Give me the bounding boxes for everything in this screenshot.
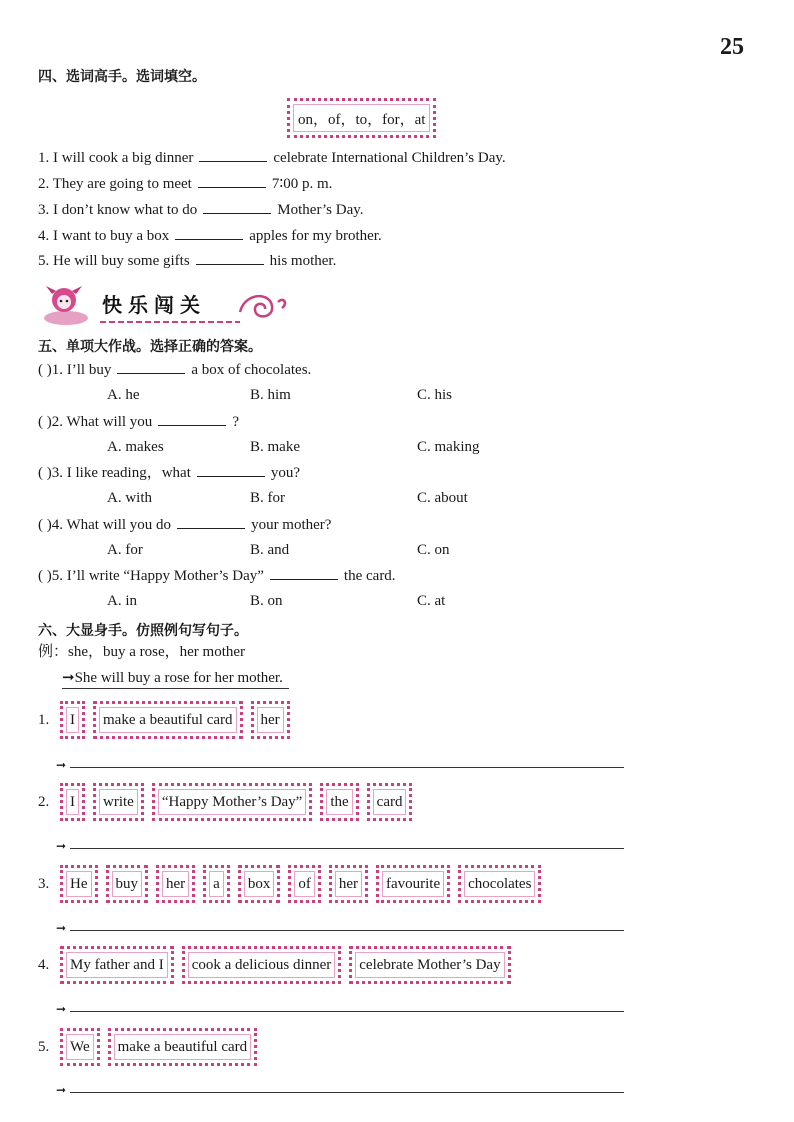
swirl-ornament-icon (240, 296, 285, 316)
happy-challenge-banner (40, 282, 290, 330)
item-number: 3. (38, 202, 50, 218)
question-line (38, 411, 239, 432)
fill-item-3 (38, 199, 364, 220)
answer-blank[interactable] (198, 173, 266, 188)
option-a[interactable]: A. with (107, 490, 152, 506)
option-b[interactable]: B. for (250, 490, 285, 506)
word-chunk: a (203, 865, 230, 903)
option-b[interactable]: B. and (250, 542, 290, 558)
word-chunk: card (367, 783, 413, 821)
option-a[interactable]: A. makes (107, 439, 164, 455)
arrow-icon: ➞ (56, 921, 67, 935)
word-chunk: I (60, 783, 85, 821)
question-line (38, 462, 300, 483)
option-a[interactable]: A. in (107, 593, 137, 609)
answer-blank (158, 411, 226, 426)
sentence-row-1 (38, 701, 298, 739)
question-after: ? (232, 414, 239, 430)
row-number: 4. (38, 956, 50, 973)
option-c[interactable]: C. about (417, 490, 468, 506)
item-before: I don’t know what to do (53, 202, 198, 218)
answer-line-1[interactable] (56, 752, 624, 772)
answer-paren[interactable]: ( )5. (38, 568, 63, 584)
word-chunk: We (60, 1028, 100, 1066)
option-c[interactable]: C. making (417, 439, 480, 455)
option-b[interactable]: B. on (250, 593, 283, 609)
section5-title: 五、单项大作战。选择正确的答案。 (38, 339, 262, 355)
word-bank: on，of，to，for，at (298, 111, 426, 128)
item-after: celebrate International Children’s Day. (273, 150, 506, 166)
question-after: a box of chocolates. (191, 362, 312, 378)
question-after: the card. (343, 568, 396, 584)
row-number: 2. (38, 793, 50, 810)
option-b[interactable]: B. him (250, 387, 291, 403)
word-chunk: her (251, 701, 290, 739)
option-c[interactable]: C. at (417, 593, 446, 609)
item-before: I will cook a big dinner (53, 150, 194, 166)
word-chunk: “Happy Mother’s Day” (152, 783, 313, 821)
item-after: Mother’s Day. (277, 202, 364, 218)
word-chunk: her (156, 865, 195, 903)
question-before: What will you do (66, 517, 172, 533)
answer-blank[interactable] (199, 147, 267, 162)
fill-item-2 (38, 173, 332, 194)
option-c[interactable]: C. his (417, 387, 453, 403)
sentence-row-5 (38, 1028, 265, 1066)
question-before: I’ll buy (66, 362, 112, 378)
option-a[interactable]: A. for (107, 542, 143, 558)
answer-blank[interactable] (175, 225, 243, 240)
question-line (38, 514, 331, 535)
answer-line-2[interactable] (56, 833, 624, 853)
sentence-row-4 (38, 946, 519, 984)
word-chunk: I (60, 701, 85, 739)
row-number: 5. (38, 1038, 50, 1055)
word-chunk: chocolates (458, 865, 541, 903)
answer-blank (177, 514, 245, 529)
word-chunk: her (329, 865, 368, 903)
question-before: I like reading，what (66, 465, 191, 481)
word-chunk: buy (106, 865, 149, 903)
row-number: 1. (38, 711, 50, 728)
word-chunk: cook a delicious dinner (182, 946, 342, 984)
item-number: 4. (38, 228, 50, 244)
item-number: 5. (38, 253, 50, 269)
arrow-icon: ➞ (56, 1083, 67, 1097)
answer-blank (197, 462, 265, 477)
question-after: you? (270, 465, 301, 481)
item-before: They are going to meet (52, 176, 192, 192)
word-chunk: celebrate Mother’s Day (349, 946, 510, 984)
option-c[interactable]: C. on (417, 542, 450, 558)
answer-blank (270, 565, 338, 580)
answer-line-4[interactable] (56, 996, 624, 1016)
page-number: 25 (720, 34, 744, 60)
section4-title: 四、选词高手。选词填空。 (38, 69, 206, 85)
arrow-icon: ➞ (56, 1002, 67, 1016)
question-line (38, 359, 311, 380)
sentence-row-2 (38, 783, 420, 821)
item-number: 2. (38, 176, 50, 192)
question-before: I’ll write “Happy Mother’s Day” (66, 568, 264, 584)
word-chunk: make a beautiful card (108, 1028, 258, 1066)
option-a[interactable]: A. he (107, 387, 140, 403)
arrow-icon: ➞ (56, 839, 67, 853)
fill-item-4 (38, 225, 382, 246)
answer-blank[interactable] (196, 250, 264, 265)
question-after: your mother? (251, 517, 332, 533)
answer-blank[interactable] (203, 199, 271, 214)
item-after: 7∶00 p. m. (271, 176, 333, 192)
answer-blank (117, 359, 185, 374)
item-before: He will buy some gifts (53, 253, 190, 269)
question-line (38, 565, 396, 586)
word-chunk: write (93, 783, 144, 821)
banner-text: 快乐闯关 (102, 293, 206, 317)
item-after: apples for my brother. (249, 228, 382, 244)
answer-paren[interactable]: ( )2. (38, 414, 63, 430)
item-after: his mother. (269, 253, 337, 269)
row-number: 3. (38, 875, 50, 892)
word-chunk: favourite (376, 865, 450, 903)
word-chunk: the (320, 783, 358, 821)
item-number: 1. (38, 150, 50, 166)
word-chunk: He (60, 865, 98, 903)
answer-paren[interactable]: ( )4. (38, 517, 63, 533)
question-before: What will you (66, 414, 153, 430)
word-bank-box (287, 98, 436, 138)
fill-item-5 (38, 250, 336, 271)
answer-line-5[interactable] (56, 1077, 624, 1097)
answer-paren[interactable]: ( )1. (38, 362, 63, 378)
arrow-icon: ➞ (56, 758, 67, 772)
word-chunk: make a beautiful card (93, 701, 243, 739)
example-prompt: 例：she，buy a rose，her mother (38, 644, 246, 660)
fill-item-1 (38, 147, 506, 168)
cartoon-kid-icon (44, 286, 88, 325)
word-chunk: box (238, 865, 281, 903)
option-b[interactable]: B. make (250, 439, 300, 455)
item-before: I want to buy a box (53, 228, 170, 244)
sentence-row-3 (38, 865, 549, 903)
word-chunk: My father and I (60, 946, 174, 984)
word-chunk: of (288, 865, 321, 903)
answer-line-3[interactable] (56, 915, 624, 935)
example-answer: ➞She will buy a rose for her mother. (62, 668, 289, 689)
answer-paren[interactable]: ( )3. (38, 465, 63, 481)
section6-title: 六、大显身手。仿照例句写句子。 (38, 623, 248, 639)
